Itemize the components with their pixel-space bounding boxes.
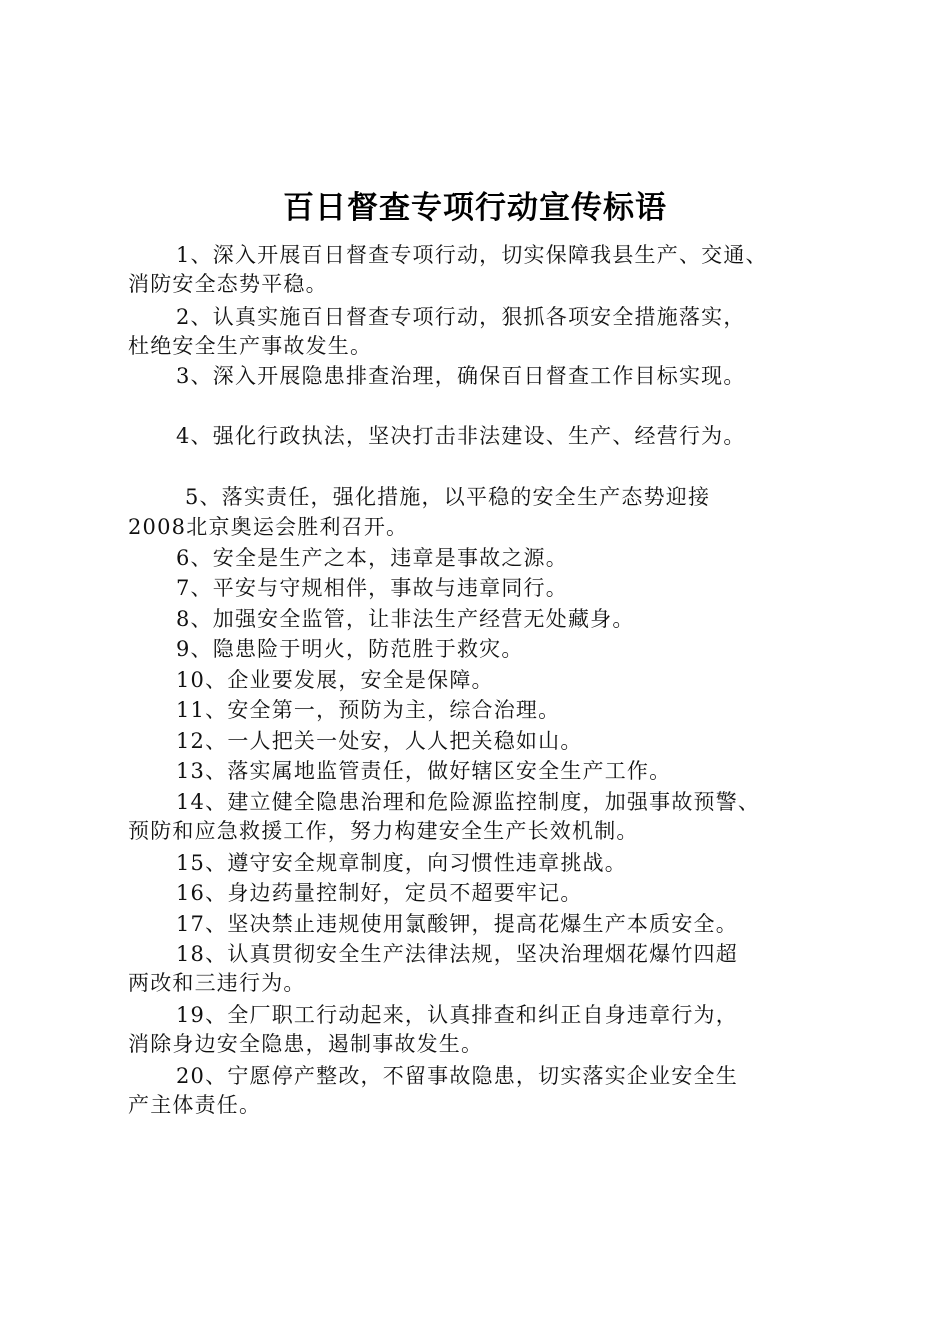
slogan-line: 预防和应急救援工作，努力构建安全生产长效机制。 bbox=[128, 819, 639, 843]
slogan-line: 9、隐患险于明火，防范胜于救灾。 bbox=[176, 637, 524, 661]
slogan-line: 12、一人把关一处安，人人把关稳如山。 bbox=[176, 729, 583, 753]
slogan-line: 7、平安与守规相伴，事故与违章同行。 bbox=[176, 576, 568, 600]
slogan-line: 19、全厂职工行动起来，认真排查和纠正自身违章行为， bbox=[176, 1003, 738, 1027]
slogan-line: 5、落实责任，强化措施，以平稳的安全生产态势迎接 bbox=[185, 485, 711, 509]
slogan-line: 20、宁愿停产整改，不留事故隐患，切实落实企业安全生 bbox=[176, 1064, 738, 1088]
slogan-line: 11、安全第一，预防为主，综合治理。 bbox=[176, 698, 561, 722]
slogan-line: 两改和三违行为。 bbox=[128, 971, 306, 995]
slogan-line: 产主体责任。 bbox=[128, 1093, 262, 1117]
slogan-line: 8、加强安全监管，让非法生产经营无处藏身。 bbox=[176, 607, 635, 631]
slogan-line: 18、认真贯彻安全生产法律法规，坚决治理烟花爆竹四超 bbox=[176, 942, 738, 966]
slogan-line: 2、认真实施百日督查专项行动，狠抓各项安全措施落实， bbox=[176, 305, 746, 329]
document-title: 百日督查专项行动宣传标语 bbox=[283, 190, 667, 226]
slogan-line: 消防安全态势平稳。 bbox=[128, 272, 328, 296]
slogan-line: 杜绝安全生产事故发生。 bbox=[128, 334, 373, 358]
slogan-line: 6、安全是生产之本，违章是事故之源。 bbox=[176, 546, 568, 570]
slogan-line: 10、企业要发展，安全是保障。 bbox=[176, 668, 494, 692]
slogan-line: 17、坚决禁止违规使用氯酸钾，提高花爆生产本质安全。 bbox=[176, 912, 738, 936]
slogan-line: 14、建立健全隐患治理和危险源监控制度，加强事故预警、 bbox=[176, 790, 761, 814]
slogan-line: 1、深入开展百日督查专项行动，切实保障我县生产、交通、 bbox=[176, 243, 768, 267]
slogan-line: 消除身边安全隐患，遏制事故发生。 bbox=[128, 1032, 484, 1056]
slogan-line: 3、深入开展隐患排查治理，确保百日督查工作目标实现。 bbox=[176, 364, 746, 388]
slogan-line: 2008北京奥运会胜利召开。 bbox=[128, 515, 409, 539]
slogan-line: 13、落实属地监管责任，做好辖区安全生产工作。 bbox=[176, 759, 672, 783]
slogan-line: 4、强化行政执法，坚决打击非法建设、生产、经营行为。 bbox=[176, 424, 746, 448]
slogan-line: 16、身边药量控制好，定员不超要牢记。 bbox=[176, 881, 583, 905]
slogan-line: 15、遵守安全规章制度，向习惯性违章挑战。 bbox=[176, 851, 627, 875]
